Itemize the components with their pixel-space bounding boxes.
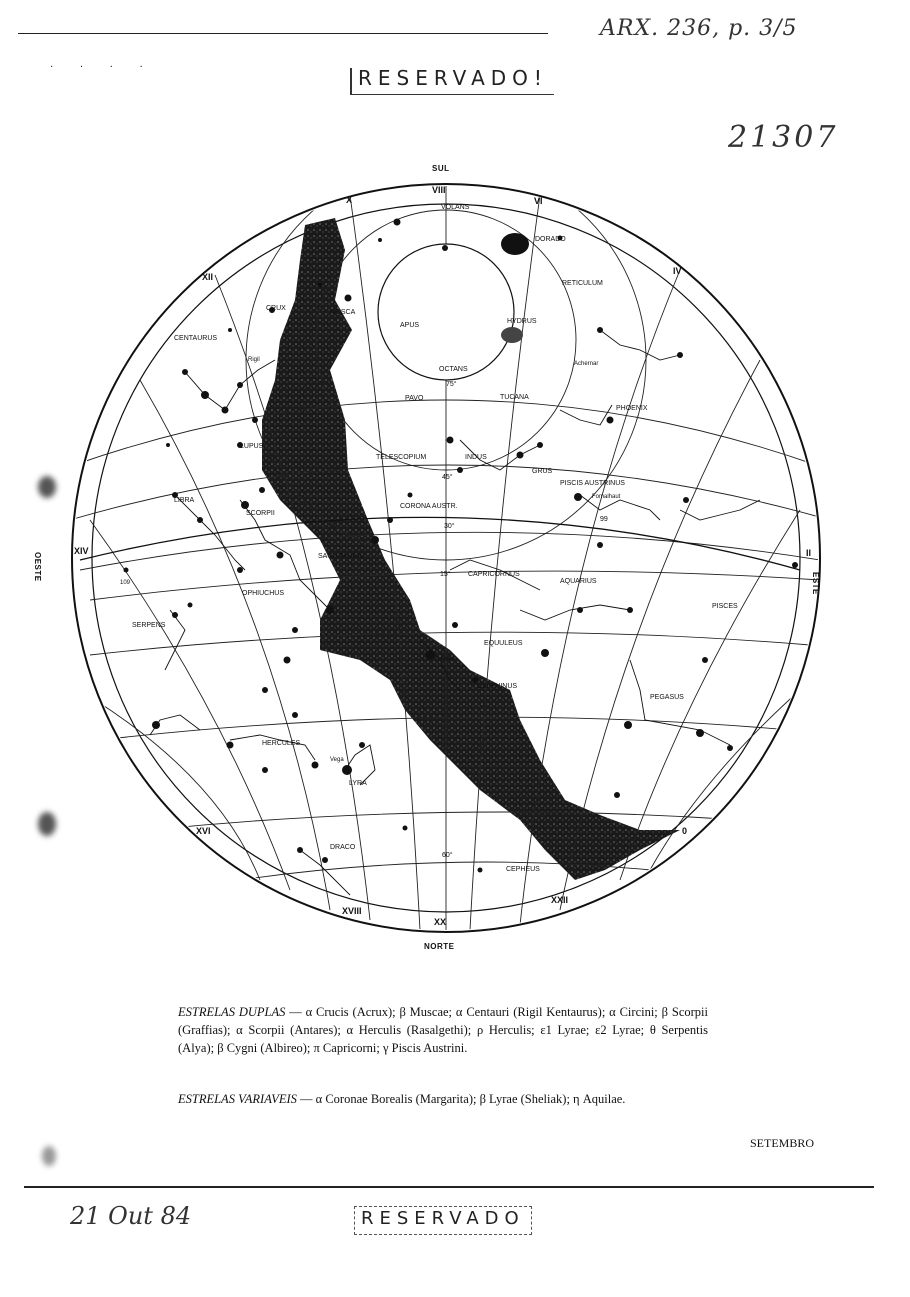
star xyxy=(326,606,334,614)
constellation-lines xyxy=(680,500,760,520)
hour-label: II xyxy=(806,548,812,558)
hour-label: XXII xyxy=(551,895,569,905)
reserved-stamp-bottom: RESERVADO xyxy=(354,1206,532,1235)
star xyxy=(683,497,689,503)
star xyxy=(322,857,328,863)
archive-reference: ARX. 236, p. 3/5 xyxy=(600,16,798,41)
document-number: 21307 xyxy=(728,120,839,155)
star xyxy=(403,826,408,831)
corner-marks: · · · · xyxy=(50,62,155,73)
star-label: Vega xyxy=(330,757,344,763)
star xyxy=(727,745,733,751)
star xyxy=(228,328,232,332)
star xyxy=(222,407,229,414)
hour-label: X xyxy=(346,195,353,205)
constellation-label: DELPHINUS xyxy=(477,683,518,690)
star xyxy=(292,627,298,633)
star xyxy=(394,219,401,226)
constellation-label: APUS xyxy=(400,322,420,329)
constellation-label: CEPHEUS xyxy=(506,866,540,873)
constellation-label: AQUARIUS xyxy=(560,578,597,585)
star xyxy=(197,517,203,523)
star xyxy=(607,417,614,424)
star xyxy=(537,442,543,448)
star xyxy=(237,442,243,448)
star xyxy=(371,536,379,544)
star xyxy=(284,657,291,664)
declination-label: 30° xyxy=(444,523,455,530)
hour-label: XII xyxy=(202,272,214,282)
meridian-line xyxy=(90,520,290,890)
star xyxy=(124,568,129,573)
variable-stars-text: — α Coronae Borealis (Margarita); β Lyrae (Sheliak); η Aquilae. xyxy=(296,1092,626,1106)
star xyxy=(345,295,352,302)
constellation-label: CAPRICORNUS xyxy=(468,571,520,578)
star xyxy=(597,327,603,333)
handwritten-date: 21 Out 84 xyxy=(70,1202,192,1230)
constellation-lines xyxy=(630,660,730,745)
constellation-label: PEGASUS xyxy=(650,694,684,701)
declination-label: 60° xyxy=(442,852,453,859)
parallel-line xyxy=(150,812,740,830)
constellation-label: MUSCA xyxy=(330,309,356,316)
star xyxy=(378,238,382,242)
star xyxy=(624,721,632,729)
constellation-label: LIBRA xyxy=(174,497,195,504)
star-label: Achernar xyxy=(574,361,599,367)
star xyxy=(702,657,708,663)
constellation-lines xyxy=(300,850,350,895)
star xyxy=(312,762,319,769)
small-magellanic-cloud xyxy=(501,327,523,343)
star xyxy=(152,721,160,729)
meridian-line xyxy=(650,690,800,870)
constellation-label: OCTANS xyxy=(439,366,468,373)
star xyxy=(237,567,243,573)
parallel-line xyxy=(60,400,830,470)
hour-label: 0 xyxy=(682,826,688,836)
star xyxy=(292,712,298,718)
star xyxy=(227,742,234,749)
double-stars-caption xyxy=(178,1003,708,1057)
star-label: Altair xyxy=(440,656,454,662)
double-stars-text: — α Crucis (Acrux); β Muscae; α Centauri (Rigil Kentaurus); α Circini; β Scorpii (Graffias); α Scorpii (Antares); α Herculis (Rasalgethi); ρ Herculis; ε1 Lyrae; ε2 Lyrae; θ Serpentis (Alya); β Cygni (Albireo); π Capricorni; γ Piscis Austrini. xyxy=(178,1005,708,1055)
constellation-lines xyxy=(560,405,612,425)
south-polar-cap xyxy=(378,244,514,380)
star xyxy=(517,452,524,459)
star xyxy=(262,767,268,773)
star xyxy=(792,562,798,568)
star xyxy=(614,792,620,798)
star xyxy=(172,612,178,618)
constellation-label: TUCANA xyxy=(500,394,529,401)
constellation-label: PHOENIX xyxy=(616,405,648,412)
star xyxy=(442,245,448,251)
star xyxy=(259,487,265,493)
star xyxy=(172,492,178,498)
star xyxy=(297,847,303,853)
star xyxy=(201,391,209,399)
constellation-label: CRUX xyxy=(266,305,286,312)
parallel-line xyxy=(70,465,830,520)
star xyxy=(478,868,483,873)
hour-label: XX xyxy=(434,917,447,927)
constellation-lines xyxy=(520,605,630,620)
bottom-rule xyxy=(24,1186,874,1188)
constellation-label: HYDRUS xyxy=(507,318,537,325)
direction-south: SUL xyxy=(432,164,450,173)
constellation-label: HERCULES xyxy=(262,740,301,747)
star xyxy=(237,382,243,388)
constellation-label: PAVO xyxy=(405,395,424,402)
hour-label: VIII xyxy=(432,185,446,195)
star xyxy=(359,742,365,748)
star xyxy=(452,622,458,628)
star xyxy=(472,677,478,683)
constellation-lines xyxy=(230,735,315,760)
direction-north: NORTE xyxy=(424,942,455,951)
hour-label: XIV xyxy=(74,546,89,556)
star xyxy=(597,542,603,548)
constellation-label: CORONA AUSTR. xyxy=(400,503,458,510)
declination-label: 45° xyxy=(442,474,453,481)
catalog-number: 109 xyxy=(120,580,131,586)
constellation-label: CENTAURUS xyxy=(174,335,218,342)
constellation-label: OPHIUCHUS xyxy=(242,590,285,597)
ecliptic-line xyxy=(80,517,800,570)
star xyxy=(541,649,549,657)
constellation-label: INDUS xyxy=(465,454,487,461)
constellation-label: RETICULUM xyxy=(562,280,603,287)
declination-label: 75° xyxy=(446,381,457,388)
constellation-lines xyxy=(580,495,660,520)
star xyxy=(252,417,258,423)
variable-stars-caption xyxy=(178,1090,708,1108)
star xyxy=(447,437,454,444)
direction-east: ESTE xyxy=(811,572,820,595)
star xyxy=(425,650,435,660)
star xyxy=(182,369,188,375)
constellation-label: LUPUS xyxy=(240,443,264,450)
parallel-line xyxy=(80,532,820,570)
star-label: Fomalhaut xyxy=(592,494,621,500)
constellation-label: GRUS xyxy=(532,468,553,475)
star xyxy=(574,493,582,501)
star xyxy=(269,307,275,313)
star xyxy=(577,607,583,613)
constellation-label: PISCIS AUSTRINUS xyxy=(560,480,625,487)
star xyxy=(457,467,463,473)
constellation-label: SERPENS xyxy=(132,622,166,629)
star xyxy=(277,552,284,559)
star-label: Rigil xyxy=(248,357,260,363)
constellation-lines xyxy=(600,330,680,360)
star xyxy=(318,283,323,288)
constellation-label: SCORPII xyxy=(246,510,275,517)
constellation-label: SAGITTARIUS xyxy=(318,553,365,560)
large-magellanic-cloud xyxy=(501,233,529,255)
constellation-label: TELESCOPIUM xyxy=(376,454,427,461)
constellation-lines xyxy=(175,495,245,570)
double-stars-title: ESTRELAS DUPLAS xyxy=(178,1005,286,1019)
constellation-label: VOLANS xyxy=(441,204,470,211)
constellation-label: DORADO xyxy=(535,236,566,243)
hour-label: IV xyxy=(673,266,682,276)
constellation-label: LYRA xyxy=(349,780,367,787)
star xyxy=(342,765,352,775)
hour-label: XVIII xyxy=(342,906,362,916)
star xyxy=(241,501,249,509)
star xyxy=(262,687,268,693)
variable-stars-title: ESTRELAS VARIAVEIS xyxy=(178,1092,297,1106)
star xyxy=(387,517,393,523)
star xyxy=(558,236,563,241)
constellation-label: EQUULEUS xyxy=(484,640,523,647)
star xyxy=(166,443,170,447)
star xyxy=(408,493,413,498)
star xyxy=(627,607,633,613)
star xyxy=(677,352,683,358)
star xyxy=(696,729,704,737)
parallel-line xyxy=(90,571,820,600)
constellation-label: PISCES xyxy=(712,603,738,610)
month-label: SETEMBRO xyxy=(750,1136,815,1150)
constellation-label: DRACO xyxy=(330,844,356,851)
hour-label: XVI xyxy=(196,826,211,836)
declination-label: 15° xyxy=(440,571,451,578)
reserved-stamp-top: RESERVADO! xyxy=(350,68,554,95)
hour-label: VI xyxy=(534,196,543,206)
catalog-number: 99 xyxy=(600,516,608,523)
constellation-lines xyxy=(345,745,375,785)
star xyxy=(188,603,193,608)
direction-west: OESTE xyxy=(33,552,42,582)
